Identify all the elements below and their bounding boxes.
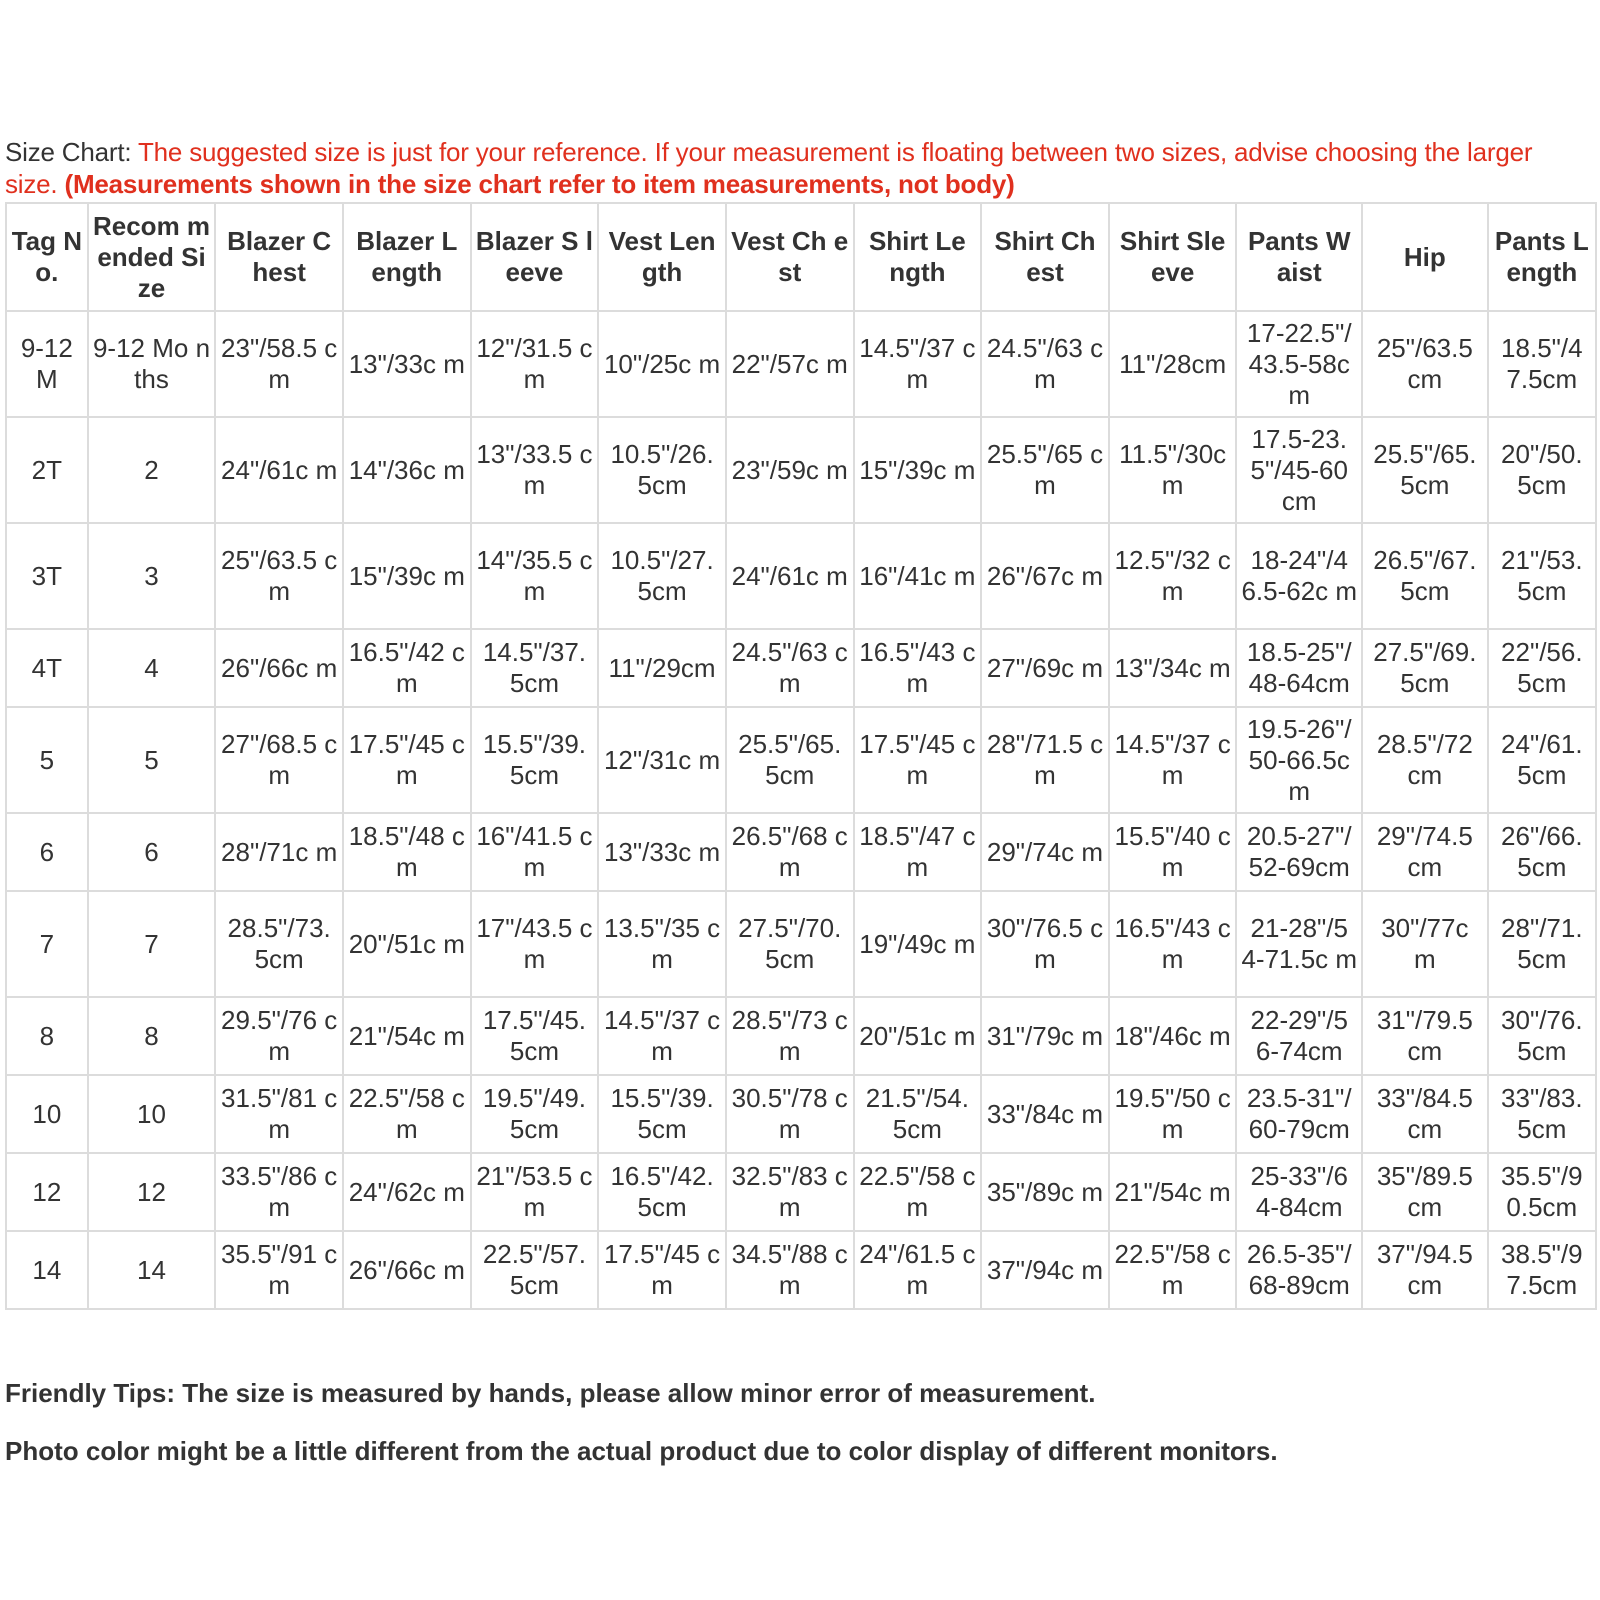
table-cell: 14.5"/37. 5cm	[471, 629, 599, 707]
table-row	[6, 1153, 1596, 1231]
table-cell: 16"/41c m	[854, 523, 982, 629]
table-cell: 30"/77c m	[1362, 891, 1488, 997]
table-cell: 12	[6, 1153, 88, 1231]
table-cell: 23.5-31"/ 60-79cm	[1236, 1075, 1362, 1153]
table-cell: 7	[88, 891, 216, 997]
table-cell: 24"/61c m	[726, 523, 854, 629]
table-row	[6, 629, 1596, 707]
table-cell: 20"/50. 5cm	[1488, 417, 1596, 523]
table-cell: 30"/76. 5cm	[1488, 997, 1596, 1075]
table-cell: 17.5"/45 cm	[598, 1231, 726, 1309]
table-row	[6, 813, 1596, 891]
table-row	[6, 997, 1596, 1075]
table-cell: 20.5-27"/ 52-69cm	[1236, 813, 1362, 891]
table-cell: 25-33"/6 4-84cm	[1236, 1153, 1362, 1231]
table-cell: 27.5"/69. 5cm	[1362, 629, 1488, 707]
table-cell: 2	[88, 417, 216, 523]
table-cell: 30"/76.5 cm	[981, 891, 1109, 997]
table-cell: 22.5"/58 cm	[854, 1153, 982, 1231]
table-cell: 14.5"/37 cm	[854, 311, 982, 417]
table-cell: 3T	[6, 523, 88, 629]
table-cell: 28.5"/73. 5cm	[215, 891, 343, 997]
column-header: Blazer C hest	[215, 203, 343, 311]
table-cell: 16.5"/43 cm	[1109, 891, 1237, 997]
table-cell: 9-12 M	[6, 311, 88, 417]
table-cell: 20"/51c m	[343, 891, 471, 997]
table-cell: 15.5"/40 cm	[1109, 813, 1237, 891]
table-cell: 17.5"/45 cm	[854, 707, 982, 813]
table-row	[6, 311, 1596, 417]
color-disclaimer: Photo color might be a little different from the actual product due to color display of different monitors.	[5, 1436, 1278, 1466]
table-body	[6, 311, 1596, 1309]
table-row	[6, 1231, 1596, 1309]
table-cell: 19.5"/49. 5cm	[471, 1075, 599, 1153]
size-chart-note-bold: (Measurements shown in the size chart refer to item measurements, not body)	[64, 169, 1015, 199]
table-cell: 28.5"/73 cm	[726, 997, 854, 1075]
table-cell: 15.5"/39. 5cm	[598, 1075, 726, 1153]
column-header: Tag No.	[6, 203, 88, 311]
table-cell: 17.5-23. 5"/45-60 cm	[1236, 417, 1362, 523]
table-cell: 29.5"/76 cm	[215, 997, 343, 1075]
table-cell: 16.5"/43 cm	[854, 629, 982, 707]
table-cell: 18.5-25"/ 48-64cm	[1236, 629, 1362, 707]
table-cell: 35"/89.5 cm	[1362, 1153, 1488, 1231]
table-cell: 10	[6, 1075, 88, 1153]
table-cell: 2T	[6, 417, 88, 523]
table-cell: 12.5"/32 cm	[1109, 523, 1237, 629]
table-cell: 16"/41.5 cm	[471, 813, 599, 891]
table-cell: 25"/63.5 cm	[215, 523, 343, 629]
table-cell: 4	[88, 629, 216, 707]
size-chart-note: The suggested size is just for your reference. If your measurement is floating between two sizes, advise choosing the larger size.	[5, 137, 1533, 199]
column-header: Blazer L ength	[343, 203, 471, 311]
table-cell: 7	[6, 891, 88, 997]
table-cell: 17.5"/45 cm	[343, 707, 471, 813]
table-cell: 14.5"/37 cm	[1109, 707, 1237, 813]
table-cell: 13"/34c m	[1109, 629, 1237, 707]
table-cell: 17"/43.5 cm	[471, 891, 599, 997]
table-cell: 22.5"/57. 5cm	[471, 1231, 599, 1309]
size-chart-colon: :	[124, 137, 138, 167]
column-header: Shirt Le ngth	[854, 203, 982, 311]
table-cell: 37"/94c m	[981, 1231, 1109, 1309]
table-cell: 18.5"/48 cm	[343, 813, 471, 891]
table-cell: 22-29"/5 6-74cm	[1236, 997, 1362, 1075]
table-cell: 13"/33c m	[598, 813, 726, 891]
table-cell: 29"/74.5 cm	[1362, 813, 1488, 891]
table-cell: 5	[6, 707, 88, 813]
table-cell: 11"/29cm	[598, 629, 726, 707]
table-cell: 24"/61. 5cm	[1488, 707, 1596, 813]
table-cell: 21"/53. 5cm	[1488, 523, 1596, 629]
table-cell: 30.5"/78 cm	[726, 1075, 854, 1153]
table-cell: 16.5"/42 cm	[343, 629, 471, 707]
table-cell: 28"/71c m	[215, 813, 343, 891]
size-chart-intro	[5, 136, 1565, 200]
column-header: Pants W aist	[1236, 203, 1362, 311]
table-cell: 17.5"/45. 5cm	[471, 997, 599, 1075]
table-row	[6, 1075, 1596, 1153]
table-cell: 26"/66c m	[215, 629, 343, 707]
table-cell: 37"/94.5 cm	[1362, 1231, 1488, 1309]
table-cell: 19.5"/50 cm	[1109, 1075, 1237, 1153]
table-cell: 24"/61.5 cm	[854, 1231, 982, 1309]
table-cell: 15"/39c m	[854, 417, 982, 523]
table-cell: 12	[88, 1153, 216, 1231]
table-cell: 35.5"/91 cm	[215, 1231, 343, 1309]
table-cell: 3	[88, 523, 216, 629]
table-cell: 21-28"/5 4-71.5c m	[1236, 891, 1362, 997]
table-cell: 32.5"/83 cm	[726, 1153, 854, 1231]
table-cell: 26"/66c m	[343, 1231, 471, 1309]
table-cell: 28.5"/72 cm	[1362, 707, 1488, 813]
table-cell: 25.5"/65. 5cm	[726, 707, 854, 813]
table-cell: 14	[88, 1231, 216, 1309]
table-cell: 25.5"/65. 5cm	[1362, 417, 1488, 523]
table-cell: 17-22.5"/ 43.5-58c m	[1236, 311, 1362, 417]
table-cell: 5	[88, 707, 216, 813]
table-cell: 27"/68.5 cm	[215, 707, 343, 813]
table-cell: 19"/49c m	[854, 891, 982, 997]
table-cell: 33"/84c m	[981, 1075, 1109, 1153]
table-cell: 31"/79c m	[981, 997, 1109, 1075]
table-cell: 31.5"/81 cm	[215, 1075, 343, 1153]
table-cell: 22"/57c m	[726, 311, 854, 417]
table-cell: 26.5-35"/ 68-89cm	[1236, 1231, 1362, 1309]
table-cell: 26"/66. 5cm	[1488, 813, 1596, 891]
table-cell: 27.5"/70. 5cm	[726, 891, 854, 997]
table-row	[6, 707, 1596, 813]
table-row	[6, 891, 1596, 997]
table-cell: 24.5"/63 cm	[726, 629, 854, 707]
table-cell: 24"/61c m	[215, 417, 343, 523]
column-header: Recom mended Size	[88, 203, 216, 311]
column-header: Shirt Sle eve	[1109, 203, 1237, 311]
table-cell: 21"/54c m	[1109, 1153, 1237, 1231]
table-cell: 27"/69c m	[981, 629, 1109, 707]
table-cell: 25.5"/65 cm	[981, 417, 1109, 523]
table-cell: 18.5"/47 cm	[854, 813, 982, 891]
table-cell: 28"/71.5 cm	[981, 707, 1109, 813]
table-cell: 38.5"/9 7.5cm	[1488, 1231, 1596, 1309]
table-cell: 21"/53.5 cm	[471, 1153, 599, 1231]
friendly-tip: Friendly Tips: The size is measured by hands, please allow minor error of measurement.	[5, 1378, 1096, 1408]
table-cell: 22.5"/58 cm	[343, 1075, 471, 1153]
table-cell: 4T	[6, 629, 88, 707]
table-cell: 34.5"/88 cm	[726, 1231, 854, 1309]
table-cell: 33"/84.5 cm	[1362, 1075, 1488, 1153]
table-cell: 8	[6, 997, 88, 1075]
table-cell: 10	[88, 1075, 216, 1153]
table-cell: 15.5"/39. 5cm	[471, 707, 599, 813]
table-cell: 25"/63.5 cm	[1362, 311, 1488, 417]
size-table	[5, 202, 1597, 1310]
table-row	[6, 523, 1596, 629]
table-cell: 18.5"/4 7.5cm	[1488, 311, 1596, 417]
column-header: Hip	[1362, 203, 1488, 311]
table-header-row	[6, 203, 1596, 311]
table-cell: 18-24"/4 6.5-62c m	[1236, 523, 1362, 629]
table-cell: 33.5"/86 cm	[215, 1153, 343, 1231]
table-cell: 21"/54c m	[343, 997, 471, 1075]
table-cell: 26.5"/67. 5cm	[1362, 523, 1488, 629]
table-cell: 29"/74c m	[981, 813, 1109, 891]
table-cell: 24"/62c m	[343, 1153, 471, 1231]
table-cell: 12"/31c m	[598, 707, 726, 813]
table-cell: 14	[6, 1231, 88, 1309]
table-cell: 6	[6, 813, 88, 891]
table-cell: 10.5"/26. 5cm	[598, 417, 726, 523]
table-cell: 24.5"/63 cm	[981, 311, 1109, 417]
table-cell: 26"/67c m	[981, 523, 1109, 629]
table-cell: 22.5"/58 cm	[1109, 1231, 1237, 1309]
column-header: Pants Length	[1488, 203, 1596, 311]
table-cell: 14.5"/37 cm	[598, 997, 726, 1075]
table-cell: 18"/46c m	[1109, 997, 1237, 1075]
table-cell: 22"/56. 5cm	[1488, 629, 1596, 707]
table-cell: 16.5"/42. 5cm	[598, 1153, 726, 1231]
table-cell: 13"/33c m	[343, 311, 471, 417]
table-cell: 20"/51c m	[854, 997, 982, 1075]
column-header: Shirt Ch est	[981, 203, 1109, 311]
table-cell: 14"/36c m	[343, 417, 471, 523]
table-cell: 33"/83. 5cm	[1488, 1075, 1596, 1153]
table-cell: 12"/31.5 cm	[471, 311, 599, 417]
table-cell: 8	[88, 997, 216, 1075]
table-cell: 21.5"/54. 5cm	[854, 1075, 982, 1153]
table-cell: 11"/28cm	[1109, 311, 1237, 417]
table-cell: 14"/35.5 cm	[471, 523, 599, 629]
table-cell: 35.5"/9 0.5cm	[1488, 1153, 1596, 1231]
table-row	[6, 417, 1596, 523]
table-cell: 23"/59c m	[726, 417, 854, 523]
column-header: Vest Ch est	[726, 203, 854, 311]
table-cell: 35"/89c m	[981, 1153, 1109, 1231]
table-cell: 31"/79.5 cm	[1362, 997, 1488, 1075]
table-cell: 13.5"/35 cm	[598, 891, 726, 997]
column-header: Blazer S leeve	[471, 203, 599, 311]
table-cell: 23"/58.5 cm	[215, 311, 343, 417]
table-cell: 15"/39c m	[343, 523, 471, 629]
table-cell: 10.5"/27. 5cm	[598, 523, 726, 629]
column-header: Vest Len gth	[598, 203, 726, 311]
table-cell: 26.5"/68 cm	[726, 813, 854, 891]
table-cell: 10"/25c m	[598, 311, 726, 417]
table-cell: 6	[88, 813, 216, 891]
table-cell: 28"/71. 5cm	[1488, 891, 1596, 997]
table-cell: 13"/33.5 cm	[471, 417, 599, 523]
size-chart-label: Size Chart	[5, 137, 125, 167]
table-cell: 11.5"/30c m	[1109, 417, 1237, 523]
table-cell: 19.5-26"/ 50-66.5c m	[1236, 707, 1362, 813]
table-cell: 9-12 Mo nths	[88, 311, 216, 417]
